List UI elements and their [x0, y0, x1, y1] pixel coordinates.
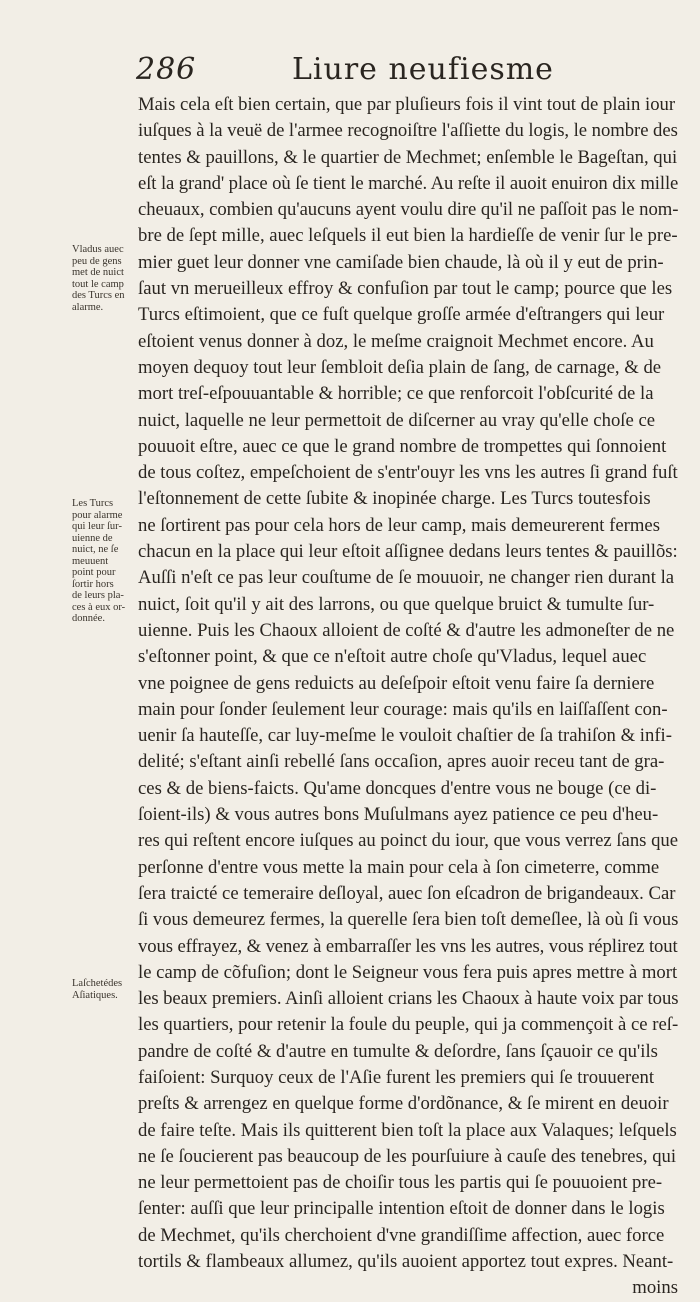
text-line: l'eſtonnement de cette ſubite & inopinée charge. Les Turcs toutesfois — [138, 488, 651, 510]
text-line: uienne. Puis les Chaoux alloient de coſté & d'autre les admoneſter de ne — [138, 619, 675, 641]
text-line: delité; s'eſtant ainſi rebellé ſans occaſion, apres auoir receu tant de gra- — [138, 751, 665, 773]
text-line: res qui reſtent encore iuſques au poinct du iour, que vous verrez ſans que — [138, 830, 678, 852]
text-line: preſts & arrengez en quelque forme d'ordõnance, & ſe mirent en deuoir — [138, 1093, 669, 1115]
text-line: nuict, ſoit qu'il y ait des larrons, ou que quelque bruict & tumulte ſur- — [138, 593, 655, 615]
margin-note-line: uienne de — [72, 532, 113, 544]
text-line: main pour ſonder ſeulement leur courage: mais qu'ils en laiſſaſſent con- — [138, 698, 668, 720]
margin-note-line: Laſchetédes — [72, 978, 123, 989]
margin-note-line: des Turcs en — [72, 290, 125, 301]
text-line: les quartiers, pour retenir la foule du peuple, qui ja commençoit à ce reſ- — [138, 1014, 678, 1036]
text-line: de Mechmet, qu'ils cherchoient d'vne grandiſſime affection, auec force — [138, 1224, 665, 1246]
margin-note-line: Les Turcs — [72, 498, 114, 509]
margin-note-turcs — [72, 498, 138, 625]
margin-note-line: donnée. — [72, 613, 105, 624]
margin-note-line: ces à eux or- — [72, 601, 126, 613]
text-line: de tous coſtez, empeſchoient de s'entr'ouyr les vns les autres ſi grand fuſt — [138, 462, 678, 484]
margin-note-line: peu de gens — [72, 255, 122, 267]
page-number: 286 — [136, 52, 197, 87]
margin-note-line: qui leur ſur- — [72, 521, 122, 532]
text-line: ſera traicté ce temeraire deſloyal, auec ſon eſcadron de brigandeaux. Car — [138, 882, 676, 904]
text-line: le camp de cõfuſion; dont le Seigneur vous fera puis apres mettre à mort — [138, 961, 678, 983]
text-line: cheuaux, combien qu'aucuns ayent voulu dire qu'il ne paſſoit pas le nom- — [138, 199, 678, 221]
text-line: tentes & pauillons, & le quartier de Mechmet; enſemble le Bageſtan, qui — [138, 146, 678, 168]
margin-note-line: Aſiatiques. — [72, 989, 118, 1001]
text-line: ne ſe ſoucierent pas beaucoup de les pourſuiure à cauſe des tenebres, qui — [138, 1145, 677, 1167]
text-line: Auſſi n'eſt ce pas leur couſtume de ſe mouuoir, ne changer rien durant la — [138, 567, 675, 589]
running-title: Liure neufiesme — [292, 52, 554, 87]
text-line: pandre de coſté & d'autre en tumulte & deſordre, ſans ſçauoir ce qu'ils — [138, 1040, 658, 1062]
text-line: pouuoit eſtre, auec ce que le grand nombre de trompettes qui ſonnoient — [138, 435, 667, 457]
page-header — [136, 52, 686, 94]
text-line: vous effrayez, & venez à embarraſſer les vns les autres, vous réplirez tout — [138, 935, 678, 957]
text-line: nuict, laquelle ne leur permettoit de diſcerner au vray qu'elle choſe ce — [138, 409, 656, 431]
body-text — [138, 92, 678, 1302]
text-line: s'eſtonner point, & que ce n'eſtoit autre choſe qu'Vladus, lequel auec — [138, 646, 647, 668]
text-line: tortils & flambeaux allumez, qu'ils auoient apportez tout expres. Neant- — [138, 1251, 674, 1273]
text-line: moyen dequoy tout leur ſembloit deſia plain de ſang, de carnage, & de — [138, 356, 662, 378]
text-line: Turcs eſtimoient, que ce fuſt quelque groſſe armée d'eſtrangers qui leur — [138, 304, 665, 326]
margin-note-line: pour alarme — [72, 509, 123, 521]
text-line: mier guet leur donner vne camiſade bien chaude, là où il y eut de prin- — [138, 251, 664, 273]
text-line: les beaux premiers. Ainſi alloient crians les Chaoux à haute voix par tous — [138, 988, 678, 1010]
margin-note-line: met de nuict — [72, 267, 124, 278]
text-line: ſaut vn merueilleux effroy & confuſion par tout le camp; pource que les — [138, 278, 673, 300]
margin-note-line: nuict, ne ſe — [72, 544, 119, 555]
text-line: ne leur permettoient pas de choiſir tous les partis qui ſe pouuoient pre- — [138, 1172, 663, 1194]
text-line: iuſques à la veuë de l'armee recognoiſtre l'aſſiette du logis, le nombre des — [138, 120, 678, 142]
margin-note-line: point pour — [72, 567, 116, 578]
margin-note-line: tout le camp — [72, 278, 124, 290]
text-line: ces & de biens-faicts. Qu'ame doncques d'entre vous ne bouge (ce di- — [138, 777, 657, 799]
text-line: mort treſ-eſpouuantable & horrible; ce que renforcoit l'obſcurité de la — [138, 383, 654, 405]
margin-note-line: alarme. — [72, 301, 104, 313]
text-line: ſoient-ils) & vous autres bons Muſulmans ayez patience ce peu d'heu- — [138, 804, 659, 826]
margin-note-line: Vladus auec — [72, 244, 124, 255]
catchword: moins — [632, 1277, 678, 1299]
margin-note-line: de leurs pla- — [72, 590, 124, 601]
text-line: eſtoient venus donner à doz, le meſme craignoit Mechmet encore. Au — [138, 330, 654, 352]
text-line: eſt la grand' place où ſe tient le marché. Au reſte il auoit enuiron dix mille — [138, 172, 678, 194]
text-line: faiſoient: Surquoy ceux de l'Aſie furent les premiers qui ſe trouuerent — [138, 1066, 655, 1088]
text-line: bre de ſept mille, auec leſquels il eut bien la hardieſſe de venir ſur le pre- — [138, 225, 678, 247]
text-line: vne poignee de gens reduicts au deſeſpoir eſtoit venu faire ſa derniere — [138, 672, 655, 694]
margin-note-line: ſortir hors — [72, 578, 114, 590]
text-line: chacun en la place qui leur eſtoit aſſignee dedans leurs tentes & pauillõs: — [138, 541, 678, 563]
text-line: Mais cela eſt bien certain, que par pluſieurs fois il vint tout de plain iour — [138, 94, 676, 115]
text-line: de faire teſte. Mais ils quitterent bien toſt la place aux Valaques; leſquels — [138, 1119, 677, 1141]
margin-note-vladus — [72, 244, 138, 313]
text-line: ne ſortirent pas pour cela hors de leur camp, mais demeurerent fermes — [138, 514, 660, 536]
text-line: uenir ſa hauteſſe, car luy-meſme le vouloit chaſtier de ſa trahiſon & infi- — [138, 725, 672, 747]
text-line: ſi vous demeurez fermes, la querelle ſera bien toſt demeſlee, là où ſi vous — [138, 909, 678, 931]
text-line: perſonne d'entre vous mette la main pour cela à ſon cimeterre, comme — [138, 856, 660, 878]
margin-note-laschetes — [72, 978, 138, 1001]
text-line: ſenter: auſſi que leur principalle intention eſtoit de donner dans le logis — [138, 1198, 665, 1220]
margin-note-line: meuuent — [72, 555, 109, 567]
